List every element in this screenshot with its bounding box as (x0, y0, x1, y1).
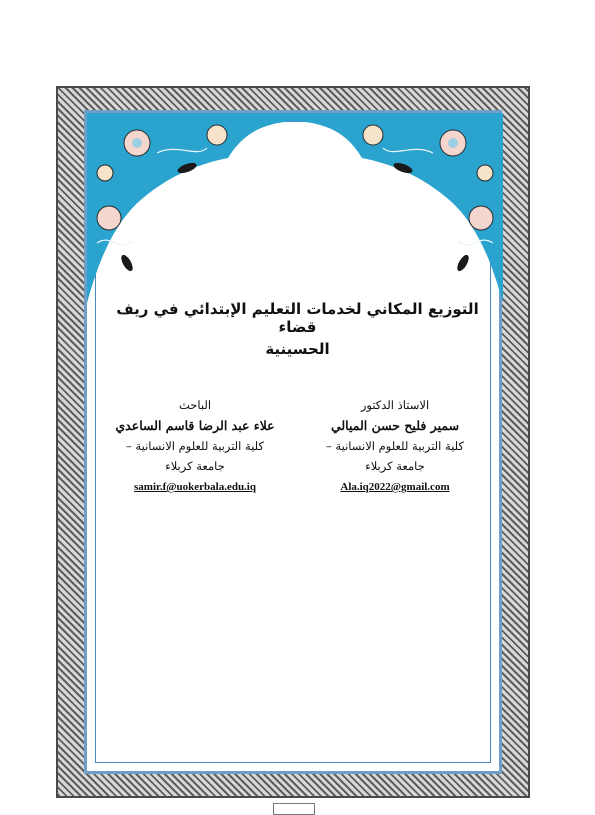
author-university: جامعة كربلاء (365, 459, 425, 473)
author-email-link[interactable]: Ala.iq2022@gmail.com (340, 481, 450, 493)
author-name: سمير فليح حسن الميالي (330, 418, 460, 433)
author-name: علاء عبد الرضا قاسم الساعدي (115, 418, 275, 433)
author-email-link[interactable]: samir.f@uokerbala.edu.iq (134, 481, 256, 493)
author-affiliation: كلية التربية للعلوم الانسانية – (326, 439, 464, 453)
author-block-professor (310, 398, 480, 493)
title-line-2: الحسينية (265, 340, 330, 358)
title-line-1: التوزيع المكاني لخدمات التعليم الإبتدائي في ريف قضاء (116, 300, 479, 336)
author-role: الاستاذ الدكتور (360, 398, 430, 412)
author-block-researcher (110, 398, 280, 493)
page-number-box (273, 803, 315, 815)
author-university: جامعة كربلاء (165, 459, 225, 473)
author-affiliation: كلية التربية للعلوم الانسانية – (126, 439, 264, 453)
author-role: الباحث (178, 398, 212, 412)
